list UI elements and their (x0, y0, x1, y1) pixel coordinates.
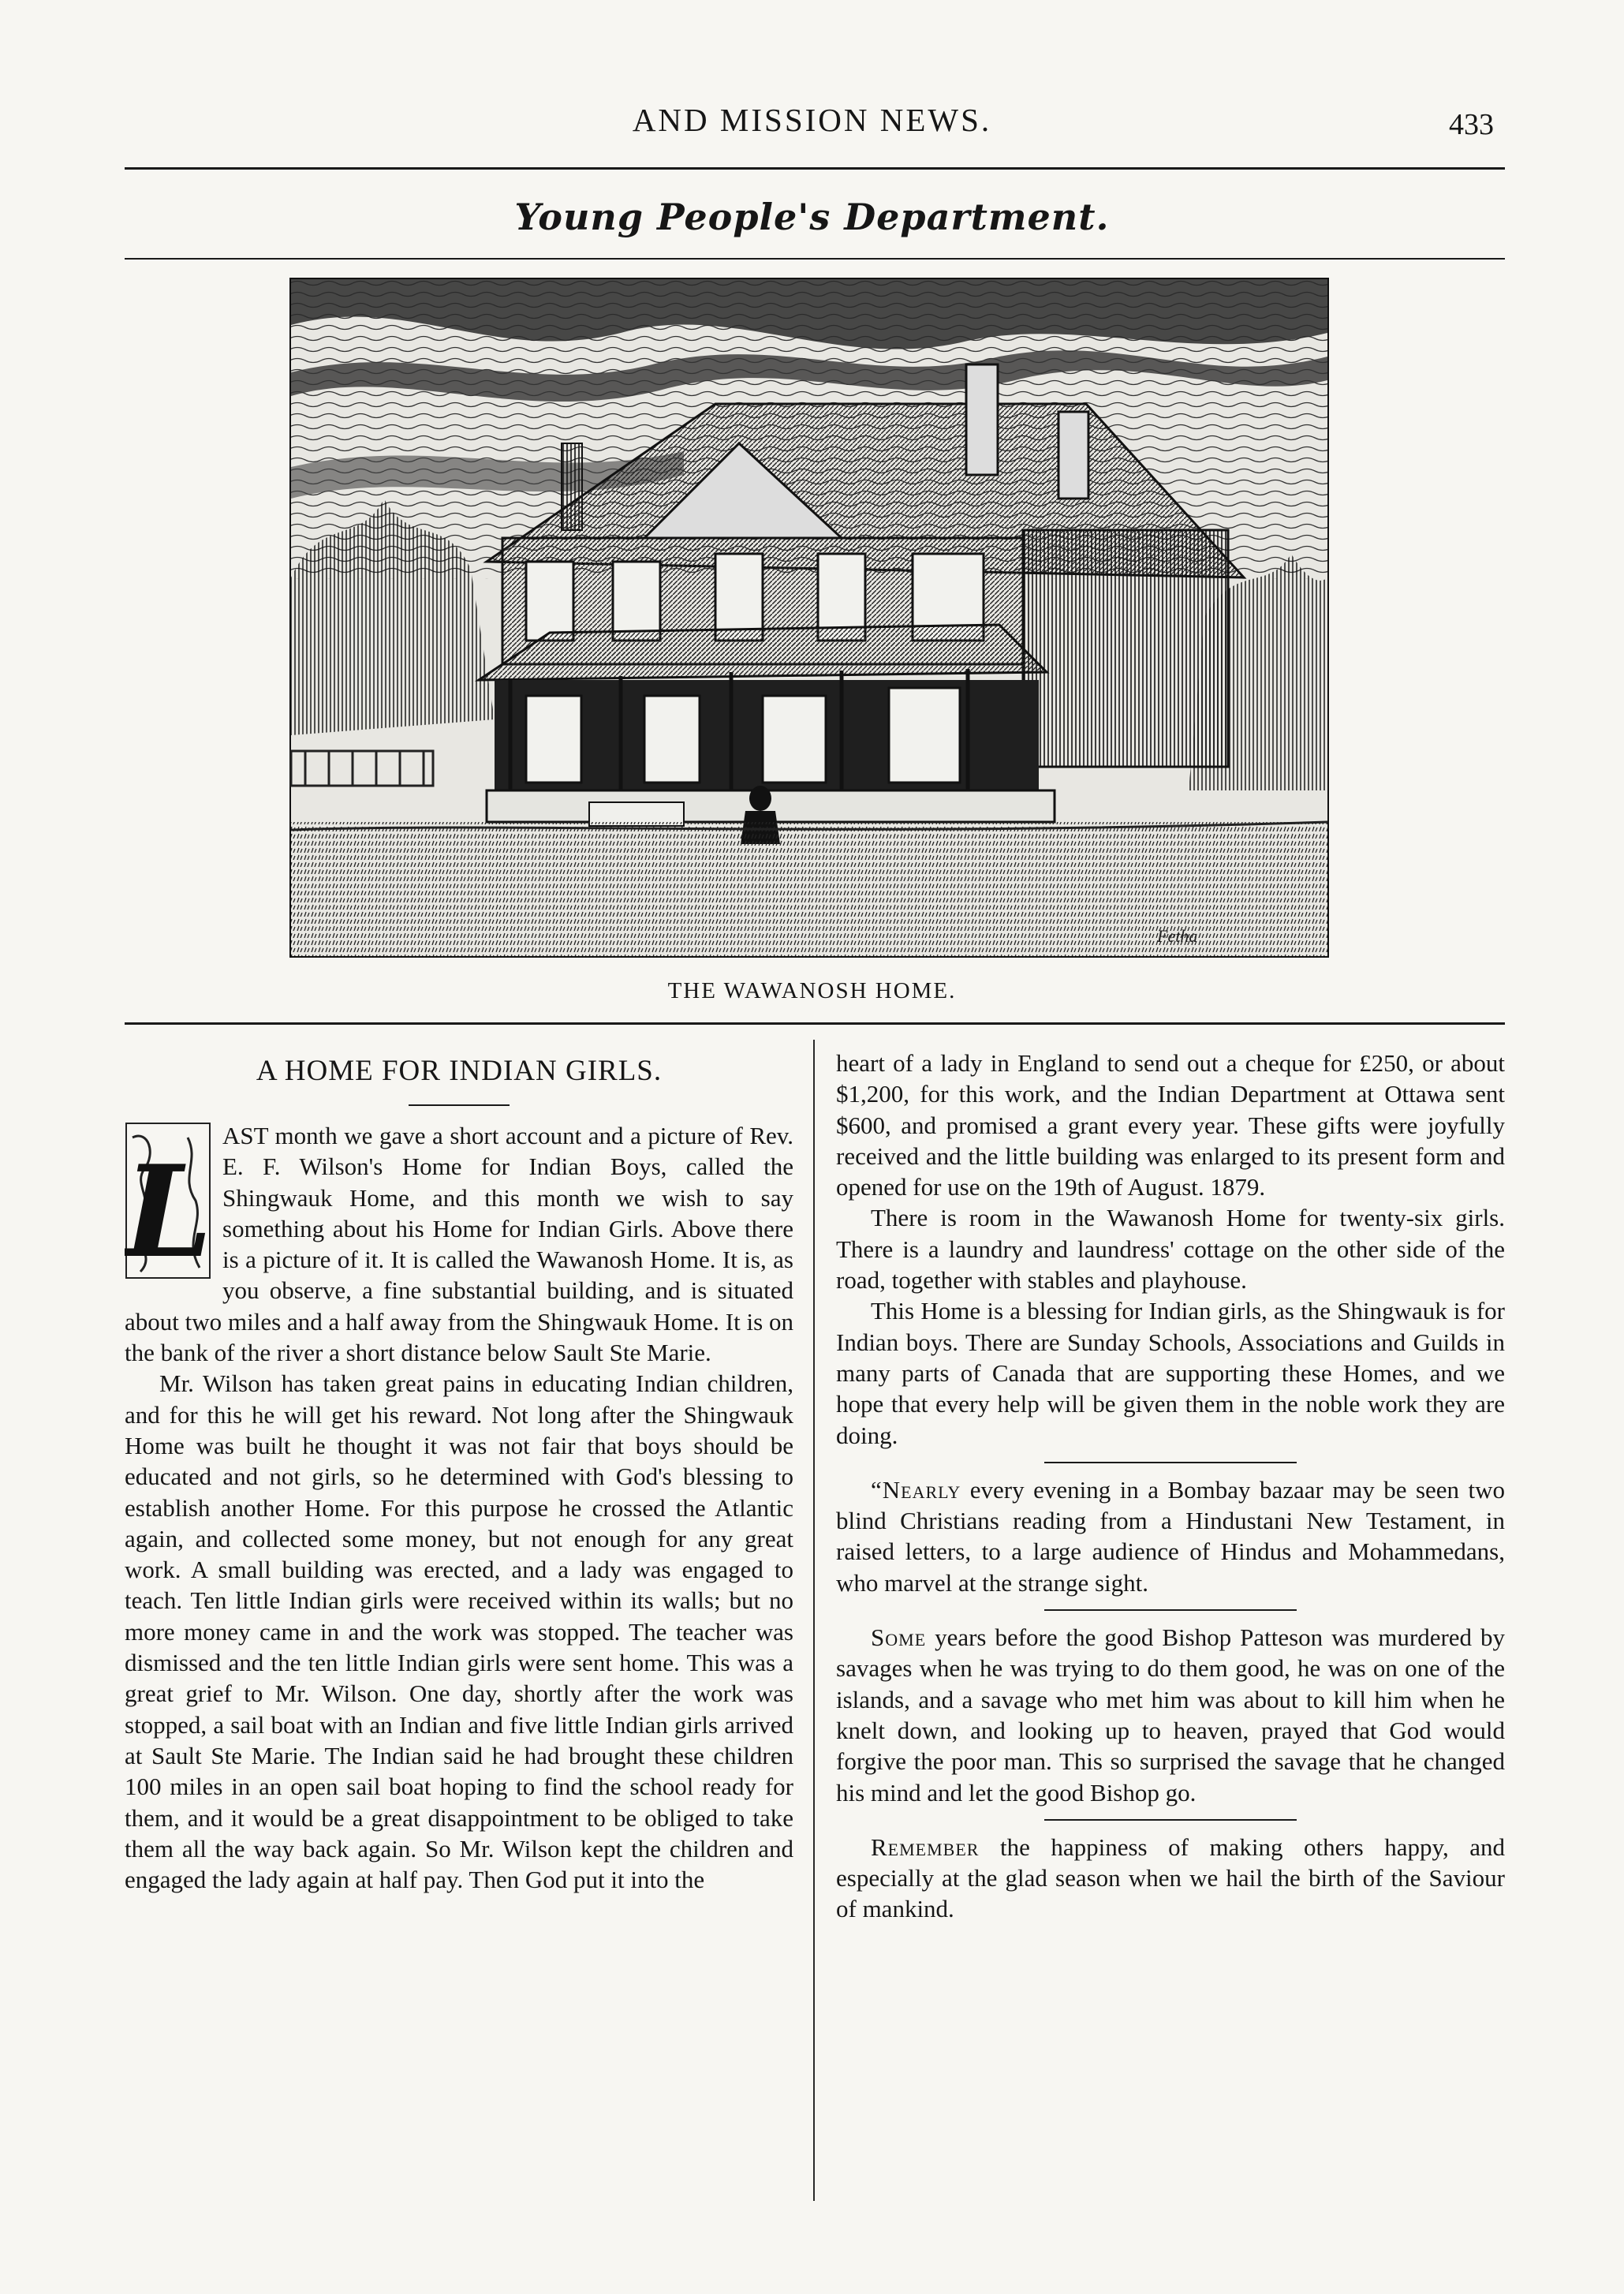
department-heading: Young People's Department. (514, 196, 1110, 238)
drop-cap-letter: L (125, 1138, 211, 1280)
engraver-signature: Fetha (1157, 926, 1198, 946)
header-rule (125, 167, 1505, 170)
article-paragraph (125, 1120, 793, 1368)
wawanosh-home-engraving (289, 278, 1329, 958)
paragraph-text: AST month we gave a short account and a picture of Rev. E. F. Wilson's Home for Indian Boys, called the Shingwauk Home, and this month we wish to say something about his Home for Indian Girls. Above there is a picture of it. It is called the Wawanosh Home. It is, as you observe, a fine substantial building, and is situated about two miles and a half away from the Shingwauk Home. It is on the bank of the river a short distance below Sault Ste Marie. (125, 1122, 793, 1367)
note-text: years before the good Bishop Patteson was murdered by savages when he was trying to do them good, he was on one of the islands, and a savage who met him was about to kill him when he knelt down, and looking up to heaven, prayed that God would forgive the poor man. This so surprised the savage that he changed his mind and let the good Bishop go. (836, 1623, 1505, 1806)
title-rule (409, 1104, 510, 1106)
ornamental-drop-cap (125, 1122, 211, 1280)
caption-rule (125, 1022, 1505, 1025)
article-paragraph: There is room in the Wawanosh Home for twenty-six girls. There is a laundry and laundress' cottage on the other side of the road, together with stables and playhouse. (836, 1204, 1505, 1295)
left-column (125, 1048, 793, 1895)
note-text: the happiness of making others happy, and especially at the glad season when we hail the birth of the Saviour of mankind. (836, 1833, 1505, 1923)
article-paragraph: heart of a lady in England to send out a cheque for £250, or about $1,200, for this work, and the Indian Department at Ottawa sent $600, and promised a grant every year. These gifts were joyfully received and the little building was enlarged to its present form and opened for use on the 19th of August. 1879. (836, 1049, 1505, 1201)
right-column (836, 1048, 1505, 1925)
note-lead: Some (871, 1623, 927, 1652)
article-paragraph: This Home is a blessing for Indian girls, as the Shingwauk is for Indian boys. There are Sunday Schools, Associations and Guilds in many parts of Canada that are supporting these Homes, and we hope that every help will be given them in the noble work they are doing. (836, 1297, 1505, 1449)
note-paragraph (836, 1474, 1505, 1598)
note-rule (1044, 1609, 1297, 1611)
note-rule (1044, 1819, 1297, 1821)
running-title: AND MISSION NEWS. (632, 102, 992, 138)
column-divider (813, 1040, 815, 2201)
illustration-caption: THE WAWANOSH HOME. (667, 978, 957, 1003)
department-rule (125, 258, 1505, 260)
note-lead: Remember (871, 1833, 980, 1861)
note-text: every evening in a Bombay bazaar may be seen two blind Christians reading from a Hindustani New Testament, in raised letters, to a large audience of Hindus and Mohammedans, who marvel at the strange sight. (836, 1475, 1505, 1597)
article-paragraph: Mr. Wilson has taken great pains in educating Indian children, and for this he will get his reward. Not long after the Shingwauk Home was built he thought it was not fair that boys should be educated and not girls, so he determined with God's blessing to establish another Home. For this purpose he crossed the Atlantic again, and collected some money, but not enough for any great work. A small building was erected, and a lady was engaged to teach. Ten little Indian girls were received within its walls; but no more money came in and the work was stopped. The teacher was dismissed and the ten little Indian girls were sent home. This was a great grief to Mr. Wilson. One day, shortly after the work was stopped, a sail boat with an Indian and five little Indian girls arrived at Sault Ste Marie. The Indian said he had brought these children 100 miles in an open sail boat hoping to find the school ready for them, and it would be a great disappointment to be obliged to take them all the way back again. So Mr. Wilson kept the children and engaged the lady again at half pay. Then God put it into the (125, 1369, 793, 1894)
note-paragraph (836, 1622, 1505, 1808)
note-lead: “Nearly (871, 1475, 961, 1504)
note-rule (1044, 1462, 1297, 1463)
note-paragraph (836, 1832, 1505, 1925)
page-number: 433 (1449, 108, 1494, 141)
article-title: A HOME FOR INDIAN GIRLS. (256, 1055, 663, 1087)
